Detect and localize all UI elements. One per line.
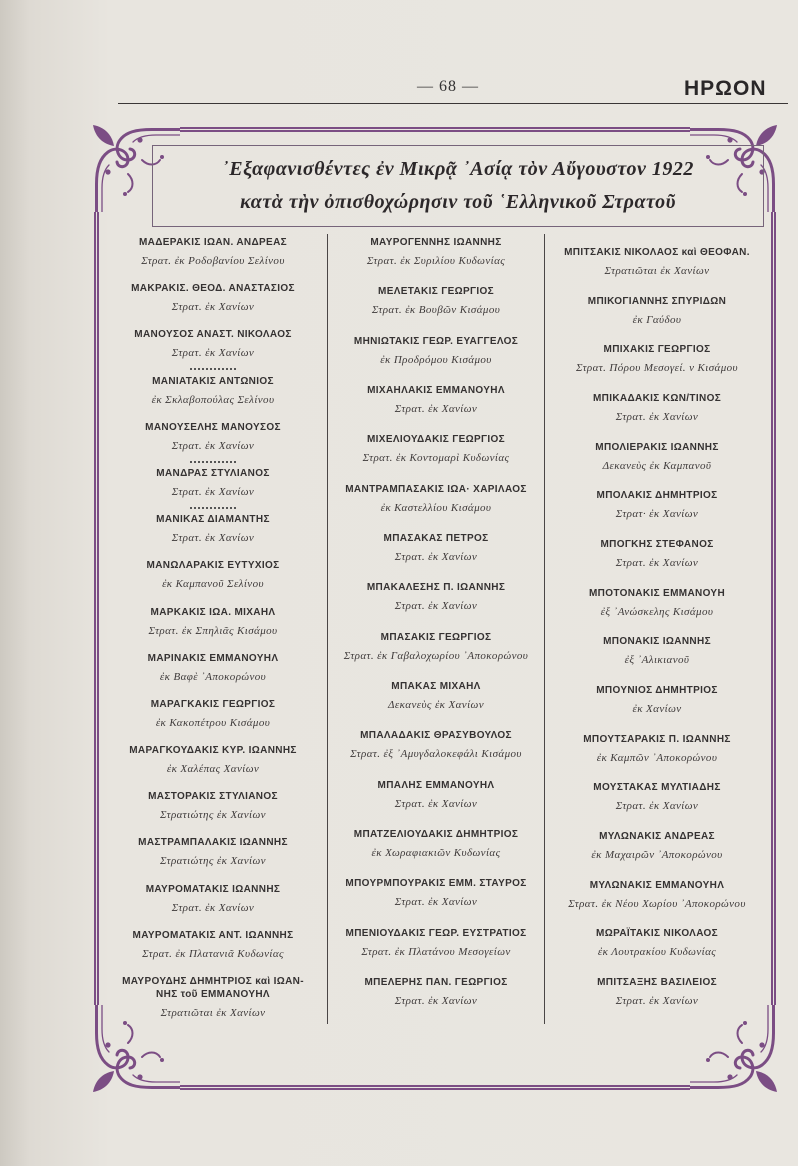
- list-item: [367, 236, 505, 268]
- soldier-name: ΜΠΟΥΡΜΠΟΥΡΑΚΙΣ ΕΜΜ. ΣΤΑΥΡΟΣ: [345, 878, 527, 890]
- soldier-origin: Στρατ. ἐκ Χανίων: [171, 901, 255, 914]
- soldier-origin: ἐξ ᾿Αλικιανοῦ: [624, 654, 690, 667]
- soldier-name: ΜΠΟΤΟΝΑΚΙΣ ΕΜΜΑΝΟΥΗ: [588, 587, 726, 599]
- soldier-origin: Στρατ. ἐκ Βουβῶν Κισάμου: [371, 304, 501, 317]
- soldier-name: ΜΑΣΤΡΑΜΠΑΛΑΚΙΣ ΙΩΑΝΝΗΣ: [138, 837, 288, 849]
- list-item: [145, 421, 281, 453]
- list-item: [146, 883, 281, 915]
- soldier-name: ΜΠΙΚΟΓΙΑΝΝΗΣ ΣΠΥΡΙΔΩΝ: [587, 295, 727, 307]
- list-item: [378, 779, 495, 811]
- list-item: [350, 729, 522, 761]
- soldier-origin: ἐκ Κακοπέτρου Κισάμου: [155, 716, 271, 729]
- soldier-origin: Στρατ. ἐκ Χανίων: [615, 800, 699, 813]
- soldier-name: ΜΑΝΟΥΣΟΣ ΑΝΑΣΤ. ΝΙΚΟΛΑΟΣ: [134, 329, 292, 341]
- soldier-origin: Στρατ. ἐκ Χανίων: [615, 994, 699, 1007]
- list-item: [151, 698, 276, 730]
- list-item: [596, 684, 718, 716]
- soldier-name: ΜΠΑΛΗΣ ΕΜΜΑΝΟΥΗΛ: [377, 779, 495, 791]
- soldier-name: ΜΠΙΤΣΑΞΗΣ ΒΑΣΙΛΕΙΟΣ: [597, 976, 717, 988]
- soldier-origin: Στρατ. ἐκ Γαβαλοχωρίου ᾿Αποκορώνου: [343, 649, 529, 662]
- soldier-name: ΜΠΑΚΑΣ ΜΙΧΑΗΛ: [391, 680, 481, 692]
- soldier-origin: Στρατ. ἐκ Χανίων: [615, 556, 699, 569]
- soldier-origin: ἐκ Λουτρακίου Κυδωνίας: [597, 946, 717, 959]
- soldier-name: ΜΠΟΛΙΕΡΑΚΙΣ ΙΩΑΝΝΗΣ: [595, 441, 719, 453]
- soldier-origin: Δεκανεὺς ἐκ Καμπανοῦ: [602, 459, 712, 472]
- soldier-origin: ἐκ Καστελλίου Κισάμου: [380, 501, 492, 514]
- soldier-origin: ἐκ Σκλαβοπούλας Σελίνου: [151, 393, 275, 406]
- soldier-origin: Στρατ. ἐκ Χανίων: [171, 347, 255, 360]
- soldier-origin: ἐκ Χωραφιακιῶν Κυδωνίας: [371, 846, 501, 859]
- soldier-origin: Στρατ. ἐκ Χανίων: [394, 994, 478, 1007]
- soldier-origin: ἐκ Γαύδου: [632, 313, 682, 326]
- frame-bottom-edge: [180, 1085, 690, 1090]
- soldier-name: ΜΩΡΑΪΤΑΚΙΣ ΝΙΚΟΛΑΟΣ: [596, 928, 718, 940]
- soldier-name: ΜΠΟΥΤΣΑΡΑΚΙΣ Π. ΙΩΑΝΝΗΣ: [583, 733, 731, 745]
- soldier-origin: Στρατ. ἐκ Χανίων: [394, 550, 478, 563]
- frame-right-edge: [771, 212, 776, 1005]
- soldier-origin: Στρατ. Πόρου Μεσογεί. ν Κισάμου: [576, 362, 738, 375]
- running-title: ΗΡΩΟΝ: [684, 77, 767, 100]
- list-item: [597, 976, 717, 1008]
- soldier-origin: Στρατ. ἐκ Πλατάνου Μεσογείων: [361, 945, 511, 958]
- list-item: [600, 538, 713, 570]
- soldier-name: ΝΗΣ τοῦ ΕΜΜΑΝΟΥΗΛ: [156, 989, 270, 1000]
- list-item: [593, 781, 720, 813]
- soldier-origin: Στρατ· ἐκ Χανίων: [615, 508, 699, 521]
- list-item: [564, 246, 750, 278]
- list-item: [367, 384, 505, 416]
- page-number: — 68 —: [417, 78, 479, 95]
- soldier-name: ΜΑΥΡΟΜΑΤΑΚΙΣ ΑΝΤ. ΙΩΑΝΝΗΣ: [132, 929, 294, 941]
- soldier-name: ΜΠΑΤΖΕΛΙΟΥΔΑΚΙΣ ΔΗΜΗΤΡΙΟΣ: [353, 828, 519, 840]
- list-item: [133, 929, 294, 961]
- list-item: [588, 295, 726, 327]
- soldier-origin: Δεκανεὺς ἐκ Χανίων: [388, 698, 484, 711]
- soldier-origin: Στρατ. ἐκ Χανίων: [171, 301, 255, 314]
- soldier-origin: ἐκ Προδρόμου Κισάμου: [380, 353, 492, 366]
- soldier-origin: ἐκ Μαχαιρῶν ᾿Αποκορώνου: [591, 848, 723, 861]
- list-item: [149, 606, 278, 638]
- soldier-name: ΜΑΚΡΑΚΙΣ. ΘΕΟΔ. ΑΝΑΣΤΑΣΙΟΣ: [131, 283, 295, 295]
- soldier-name: ΜΑΝΔΡΑΣ ΣΤΥΛΙΑΝΟΣ: [156, 467, 270, 479]
- soldier-origin: Στρατ. ἐκ Χανίων: [615, 410, 699, 423]
- soldier-name: ΜΠΟΝΑΚΙΣ ΙΩΑΝΝΗΣ: [603, 636, 711, 648]
- soldier-origin: Στρατιῶται ἐκ Χανίων: [160, 1007, 266, 1019]
- list-item: [152, 375, 275, 407]
- list-item: [156, 513, 270, 545]
- soldier-origin: Στρατ. ἐκ Χανίων: [171, 439, 255, 452]
- frame-top-edge: [180, 127, 690, 132]
- title-line-2: κατὰ τὴν ὀπισθοχώρησιν τοῦ ῾Ελληνικοῦ Στρατοῦ: [240, 191, 676, 213]
- list-item: [156, 467, 269, 499]
- soldier-origin: Στρατ. ἐκ Νέου Χωρίου ᾿Αποκορώνου: [568, 897, 746, 910]
- column-divider: [327, 234, 328, 1024]
- soldier-origin: ἐκ Χανίων: [632, 702, 682, 715]
- soldier-name: ΜΠΟΓΚΗΣ ΣΤΕΦΑΝΟΣ: [600, 538, 714, 550]
- soldier-name: ΜΑΝΩΛΑΡΑΚΙΣ ΕΥΤΥΧΙΟΣ: [146, 560, 280, 572]
- soldier-name: ΜΠΑΚΑΛΕΣΗΣ Π. ΙΩΑΝΝΗΣ: [366, 582, 506, 594]
- soldier-name: ΜΑΡΑΓΚΟΥΔΑΚΙΣ ΚΥΡ. ΙΩΑΝΝΗΣ: [129, 745, 297, 757]
- soldier-origin: Στρατ. ἐκ Χανίων: [171, 485, 255, 498]
- soldier-name: ΜΠΙΤΣΑΚΙΣ ΝΙΚΟΛΑΟΣ καὶ ΘΕΟΦΑΝ.: [564, 247, 750, 258]
- list-item: [593, 392, 721, 424]
- soldier-name: ΜΑΥΡΟΓΕΝΝΗΣ ΙΩΑΝΝΗΣ: [370, 237, 502, 248]
- soldier-name: ΜΠΕΛΕΡΗΣ ΠΑΝ. ΓΕΩΡΓΙΟΣ: [364, 976, 508, 988]
- soldier-name: ΜΑΝΟΥΣΕΛΗΣ ΜΑΝΟΥΣΟΣ: [145, 421, 281, 433]
- list-item: [354, 335, 518, 367]
- soldier-name: ΜΑΡΙΝΑΚΙΣ ΕΜΜΑΝΟΥΗΛ: [147, 652, 279, 664]
- column-divider: [544, 234, 545, 1024]
- soldier-origin: Στρατ. ἐκ Πλατανιᾶ Κυδωνίας: [142, 947, 284, 960]
- name-column-1: [100, 236, 326, 1020]
- soldier-origin: Στρατ. ἐκ Χανίων: [394, 797, 478, 810]
- list-item: [603, 635, 711, 667]
- list-item: [583, 733, 731, 765]
- soldier-origin: Στρατιώτης ἐκ Χανίων: [160, 809, 266, 822]
- soldier-name: ΜΗΝΙΩΤΑΚΙΣ ΓΕΩΡ. ΕΥΑΓΓΕΛΟΣ: [353, 335, 519, 347]
- list-item: [122, 975, 304, 1020]
- list-item: [597, 489, 718, 521]
- list-item: [596, 927, 718, 959]
- title-box: [152, 145, 764, 227]
- soldier-name: ΜΑΡΑΓΚΑΚΙΣ ΓΕΩΡΓΙΟΣ: [150, 698, 276, 710]
- soldier-name: ΜΠΑΣΑΚΙΣ ΓΕΩΡΓΙΟΣ: [380, 631, 492, 643]
- list-item: [591, 830, 722, 862]
- soldier-origin: Στρατιῶται ἐκ Χανίων: [604, 265, 710, 277]
- list-item: [147, 559, 280, 591]
- list-item: [346, 927, 527, 959]
- list-item: [372, 285, 500, 317]
- list-item: [345, 483, 526, 515]
- soldier-origin: Στρατ. ἐκ Συριλίου Κυδωνίας: [366, 255, 506, 267]
- name-column-3: [546, 246, 768, 1008]
- list-item: [134, 328, 291, 360]
- name-column-2: [329, 236, 543, 1008]
- soldier-name: ΜΑΡΚΑΚΙΣ ΙΩΑ. ΜΙΧΑΗΛ: [150, 606, 276, 618]
- soldier-name: ΜΥΛΩΝΑΚΙΣ ΕΜΜΑΝΟΥΗΛ: [589, 879, 725, 891]
- soldier-name: ΜΥΛΩΝΑΚΙΣ ΑΝΔΡΕΑΣ: [599, 830, 715, 842]
- soldier-name: ΜΑΥΡΟΥΔΗΣ ΔΗΜΗΤΡΙΟΣ καὶ ΙΩΑΝ-: [122, 976, 304, 987]
- soldier-name: ΜΕΛΕΤΑΚΙΣ ΓΕΩΡΓΙΟΣ: [378, 286, 494, 298]
- soldier-origin: Στρατ. ἐκ Χανίων: [394, 402, 478, 415]
- title-line-1: ᾿Εξαφανισθέντες ἐν Μικρᾷ ᾿Ασίᾳ τὸν Αὔγουστον 1922: [222, 158, 694, 180]
- soldier-origin: ἐκ Καμπανοῦ Σελίνου: [162, 578, 264, 591]
- soldier-origin: Στρατ. ἐκ Ροδοβανίου Σελίνου: [141, 255, 285, 267]
- list-item: [344, 631, 528, 663]
- list-item: [363, 433, 510, 465]
- list-item: [131, 282, 295, 314]
- soldier-name: ΜΑΔΕΡΑΚΙΣ ΙΩΑΝ. ΑΝΔΡΕΑΣ: [138, 237, 287, 248]
- soldier-origin: ἐκ Καμπῶν ᾿Αποκορώνου: [596, 751, 718, 764]
- list-item: [148, 790, 278, 822]
- soldier-origin: Στρατ. ἐκ Σπηλιᾶς Κισάμου: [148, 624, 278, 637]
- list-item: [364, 976, 507, 1008]
- soldier-name: ΜΠΑΣΑΚΑΣ ΠΕΤΡΟΣ: [383, 532, 489, 544]
- list-item: [367, 581, 505, 613]
- soldier-origin: ἐκ Χαλέπας Χανίων: [166, 763, 260, 776]
- soldier-name: ΜΑΝΤΡΑΜΠΑΣΑΚΙΣ ΙΩΑ· ΧΑΡΙΛΑΟΣ: [345, 483, 527, 495]
- soldier-origin: ἐξ ᾿Ανώσκελης Κισάμου: [600, 605, 714, 618]
- list-item: [139, 236, 287, 268]
- soldier-name: ΜΠΕΝΙΟΥΔΑΚΙΣ ΓΕΩΡ. ΕΥΣΤΡΑΤΙΟΣ: [345, 927, 527, 939]
- frame-left-edge: [94, 212, 99, 1005]
- list-item: [589, 587, 725, 619]
- soldier-name: ΜΠΙΚΑΔΑΚΙΣ ΚΩΝ/ΤΙΝΟΣ: [592, 392, 722, 404]
- corner-ornament-icon: [690, 1005, 780, 1095]
- soldier-name: ΜΠΙΧΑΚΙΣ ΓΕΩΡΓΙΟΣ: [603, 344, 711, 356]
- list-item: [138, 836, 288, 868]
- soldier-origin: Στρατ. ἐκ Χανίων: [171, 532, 255, 545]
- soldier-name: ΜΙΧΕΛΙΟΥΔΑΚΙΣ ΓΕΩΡΓΙΟΣ: [367, 434, 505, 446]
- soldier-origin: Στρατ. ἐκ Χανίων: [394, 600, 478, 613]
- list-item: [129, 744, 297, 776]
- soldier-name: ΜΑΣΤΟΡΑΚΙΣ ΣΤΥΛΙΑΝΟΣ: [148, 791, 278, 803]
- soldier-name: ΜΠΑΛΑΔΑΚΙΣ ΘΡΑΣΥΒΟΥΛΟΣ: [360, 730, 512, 742]
- list-item: [388, 680, 484, 712]
- list-item: [354, 828, 518, 860]
- list-item: [148, 652, 279, 684]
- soldier-name: ΜΠΟΥΝΙΟΣ ΔΗΜΗΤΡΙΟΣ: [596, 684, 718, 696]
- soldier-origin: Στρατ. ἐκ Χανίων: [394, 896, 478, 909]
- soldier-name: ΜΠΟΛΑΚΙΣ ΔΗΜΗΤΡΙΟΣ: [596, 490, 718, 502]
- list-item: [384, 532, 489, 564]
- header-rule: [118, 103, 788, 104]
- soldier-name: ΜΑΝΙΑΤΑΚΙΣ ΑΝΤΩΝΙΟΣ: [152, 375, 274, 387]
- soldier-name: ΜΟΥΣΤΑΚΑΣ ΜΥΛΤΙΑΔΗΣ: [593, 782, 721, 794]
- soldier-origin: ἐκ Βαφὲ ᾿Αποκορώνου: [159, 670, 267, 683]
- soldier-origin: Στρατ. ἐξ ᾿Αμυγδαλοκεφάλι Κισάμου: [350, 748, 522, 761]
- soldier-name: ΜΙΧΑΗΛΑΚΙΣ ΕΜΜΑΝΟΥΗΛ: [367, 384, 505, 396]
- soldier-origin: Στρατιώτης ἐκ Χανίων: [160, 855, 266, 868]
- list-item: [345, 877, 526, 909]
- soldier-origin: Στρατ. ἐκ Κοντομαρὶ Κυδωνίας: [362, 452, 510, 465]
- list-item: [595, 441, 718, 473]
- list-item: [568, 879, 746, 911]
- soldier-name: ΜΑΝΙΚΑΣ ΔΙΑΜΑΝΤΗΣ: [156, 514, 270, 526]
- soldier-name: ΜΑΥΡΟΜΑΤΑΚΙΣ ΙΩΑΝΝΗΣ: [145, 883, 281, 895]
- list-item: [576, 343, 738, 375]
